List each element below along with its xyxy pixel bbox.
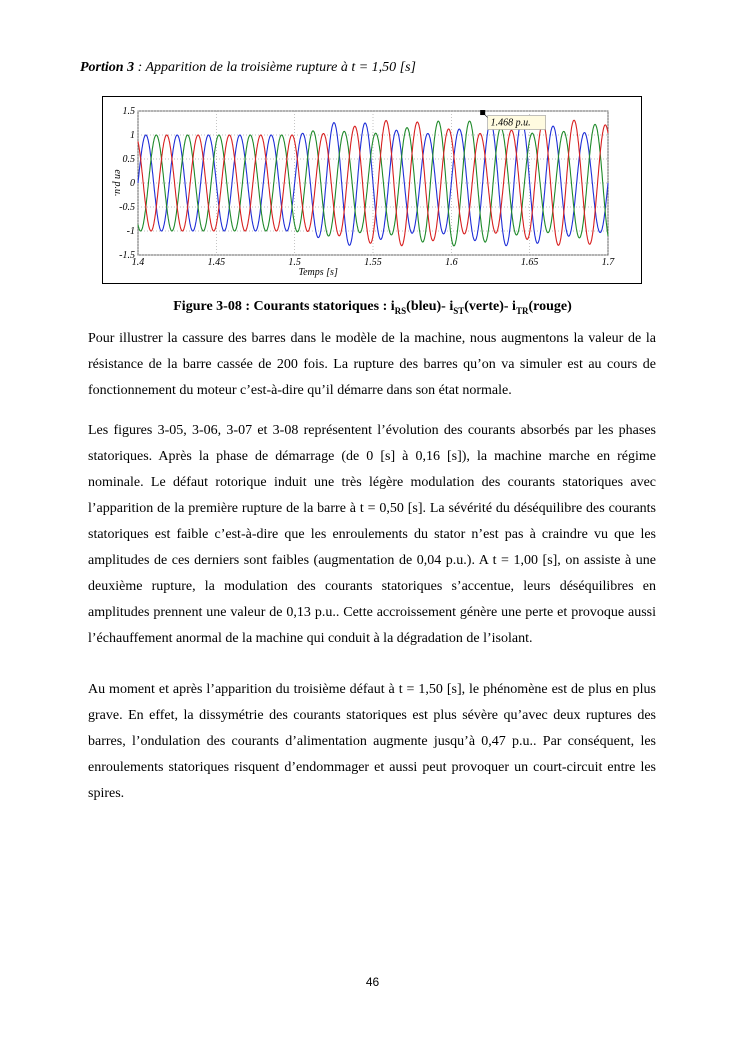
caption-sub-tr: TR bbox=[515, 305, 529, 316]
figure-caption bbox=[0, 299, 745, 316]
y-tick-label: 1 bbox=[130, 130, 135, 141]
x-axis-label: Temps [s] bbox=[298, 267, 338, 278]
y-axis-label: en p.u. bbox=[112, 169, 123, 197]
caption-sub-rs: RS bbox=[394, 305, 407, 316]
section-label: Portion 3 bbox=[80, 60, 135, 75]
y-tick-label: -1 bbox=[126, 226, 135, 237]
paragraph-analysis bbox=[88, 418, 656, 652]
caption-part-1: (bleu)- i bbox=[406, 299, 454, 314]
figure-frame bbox=[102, 96, 642, 284]
caption-title: Figure 3-08 : Courants statoriques : i bbox=[173, 299, 395, 314]
paragraph-third-fault bbox=[88, 677, 656, 807]
y-tick-label: -1.5 bbox=[119, 250, 135, 261]
paragraph-text: Les figures 3-05, 3-06, 3-07 et 3-08 représentent l’évolution des courants absorbés par les phases statoriques. Après la phase de démarrage (de 0 [s] à 0,16 [s]), la machine marche en régime nominale. Le défaut rotorique induit une très légère modulation des courants statoriques avec l’apparition de la première rupture de la barre à t = 0,50 [s]. La sévérité du déséquilibre des courants statoriques est faible c’est-à-dire que les enroulements du stator n’est pas à craindre vu que les amplitudes de ces derniers sont faibles (augmentation de 0,04 p.u.). A t = 1,00 [s], on assiste à une deuxième rupture, la modulation des courants statoriques s’accentue, leurs déséquilibres en amplitudes prennent une valeur de 0,13 p.u.. Cette accroissement génère une perte et provoque aussi l’échauffement anormal de la machine qui conduit à la dégradation de l’isolant. bbox=[88, 423, 656, 646]
paragraph-intro bbox=[88, 326, 656, 404]
caption-sub-st: ST bbox=[453, 305, 465, 316]
page-number: 46 bbox=[365, 975, 380, 989]
section-heading bbox=[80, 60, 416, 76]
x-tick-label: 1.7 bbox=[601, 257, 615, 268]
x-tick-label: 1.65 bbox=[520, 257, 539, 268]
paragraph-text: Au moment et après l’apparition du troisième défaut à t = 1,50 [s], le phénomène est de plus en plus grave. En effet, la dissymétrie des courants statoriques est plus sévère qu’avec deux ruptures des barres, l’ondulation des courants d’alimentation augmente jusqu’à 0,47 p.u.. Par conséquent, les enroulements statoriques risquent d’endommager et aussi peut provoquer un court-circuit entre les spires. bbox=[88, 682, 656, 801]
y-tick-label: 0 bbox=[130, 178, 135, 189]
x-tick-label: 1.5 bbox=[288, 257, 301, 268]
paragraph-text: Pour illustrer la cassure des barres dans le modèle de la machine, nous augmentons la valeur de la résistance de la barre cassée de 200 fois. La rupture des barres qu’on va simuler est au cours de fonctionnement du moteur c’est-à-dire qu’il démarre dans son état normale. bbox=[88, 331, 656, 398]
x-tick-label: 1.45 bbox=[207, 257, 226, 268]
caption-part-3: (rouge) bbox=[528, 299, 572, 314]
x-tick-label: 1.6 bbox=[445, 257, 458, 268]
datatip-label: 1.468 p.u. bbox=[490, 117, 531, 129]
caption-part-2: (verte)- i bbox=[464, 299, 516, 314]
x-tick-label: 1.55 bbox=[364, 257, 382, 268]
y-tick-label: 0.5 bbox=[122, 154, 135, 165]
y-tick-label: -0.5 bbox=[119, 202, 135, 213]
current-chart bbox=[103, 97, 641, 283]
section-title: : Apparition de la troisième rupture à t = 1,50 [s] bbox=[134, 60, 417, 75]
y-tick-label: 1.5 bbox=[122, 106, 135, 117]
x-tick-label: 1.4 bbox=[131, 257, 145, 268]
